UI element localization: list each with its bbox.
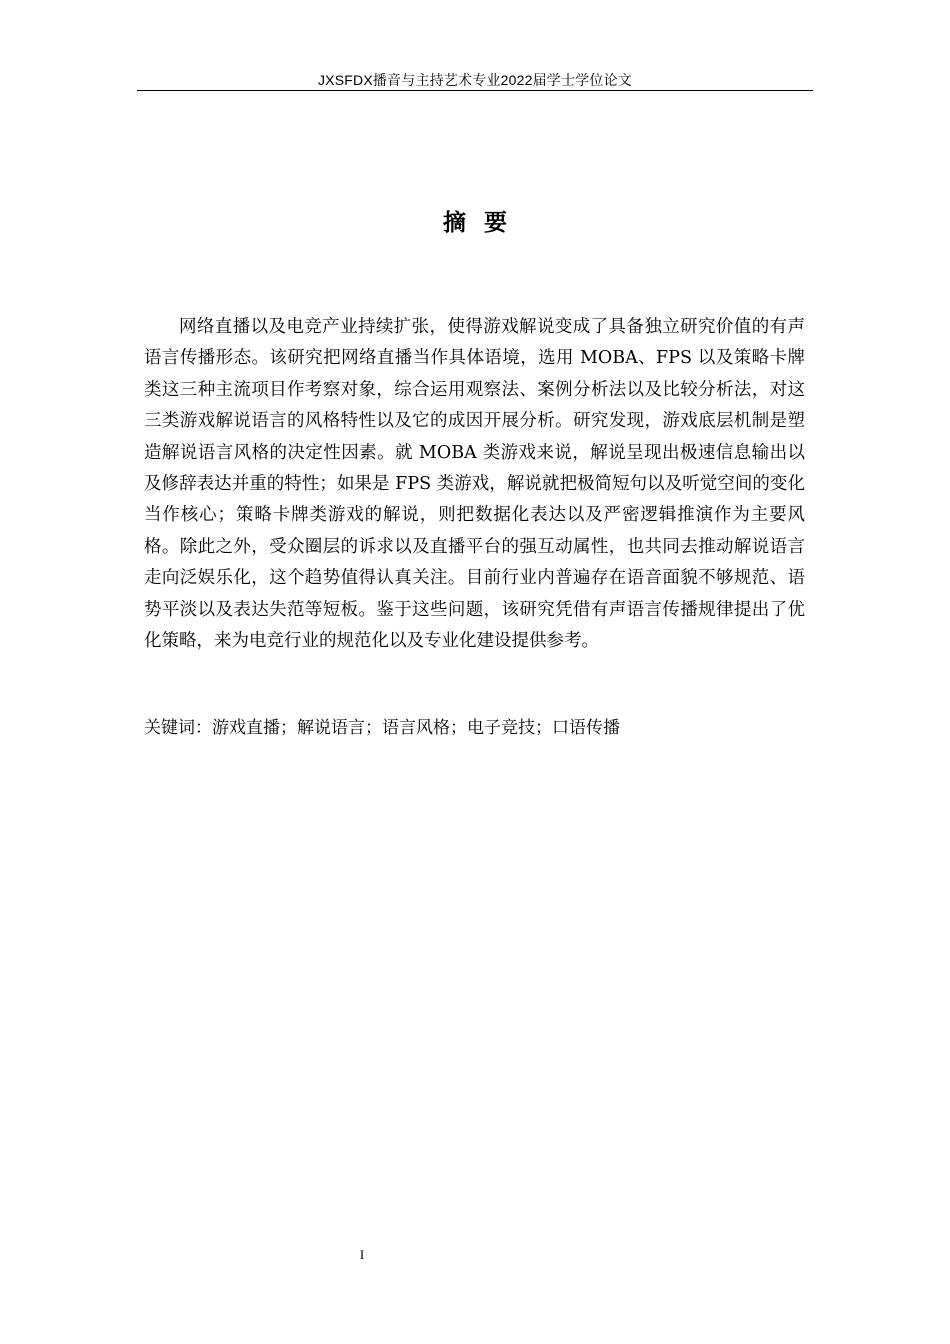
abstract-body: 网络直播以及电竞产业持续扩张，使得游戏解说变成了具备独立研究价值的有声语言传播形态。该研究把网络直播当作具体语境，选用 MOBA、FPS 以及策略卡牌类这三种主流项目作考察对象，综合运用观察法、案例分析法以及比较分析法，对这三类游戏解说语言的风格特性以及它的成因开展分析。研究发现，游戏底层机制是塑造解说语言风格的决定性因素。就 MOBA 类游戏来说，解说呈现出极速信息输出以及修辞表达并重的特性；如果是 FPS 类游戏，解说就把极简短句以及听觉空间的变化当作核心；策略卡牌类游戏的解说，则把数据化表达以及严密逻辑推演作为主要风格。除此之外，受众圈层的诉求以及直播平台的强互动属性，也共同去推动解说语言走向泛娱乐化，这个趋势值得认真关注。目前行业内普遍存在语音面貌不够规范、语势平淡以及表达失范等短板。鉴于这些问题，该研究凭借有声语言传播规律提出了优化策略，来为电竞行业的规范化以及专业化建设提供参考。	[144, 317, 805, 652]
header-text: JXSFDX播音与主持艺术专业2022届学士学位论文	[317, 72, 633, 88]
keywords-list: 游戏直播；解说语言；语言风格；电子竞技；口语传播	[212, 718, 620, 738]
keywords-line	[144, 716, 805, 740]
abstract-title: 摘要	[443, 210, 525, 236]
page-header	[137, 68, 813, 91]
page-number: I	[359, 1247, 365, 1262]
keywords-label: 关键词：	[144, 718, 212, 738]
